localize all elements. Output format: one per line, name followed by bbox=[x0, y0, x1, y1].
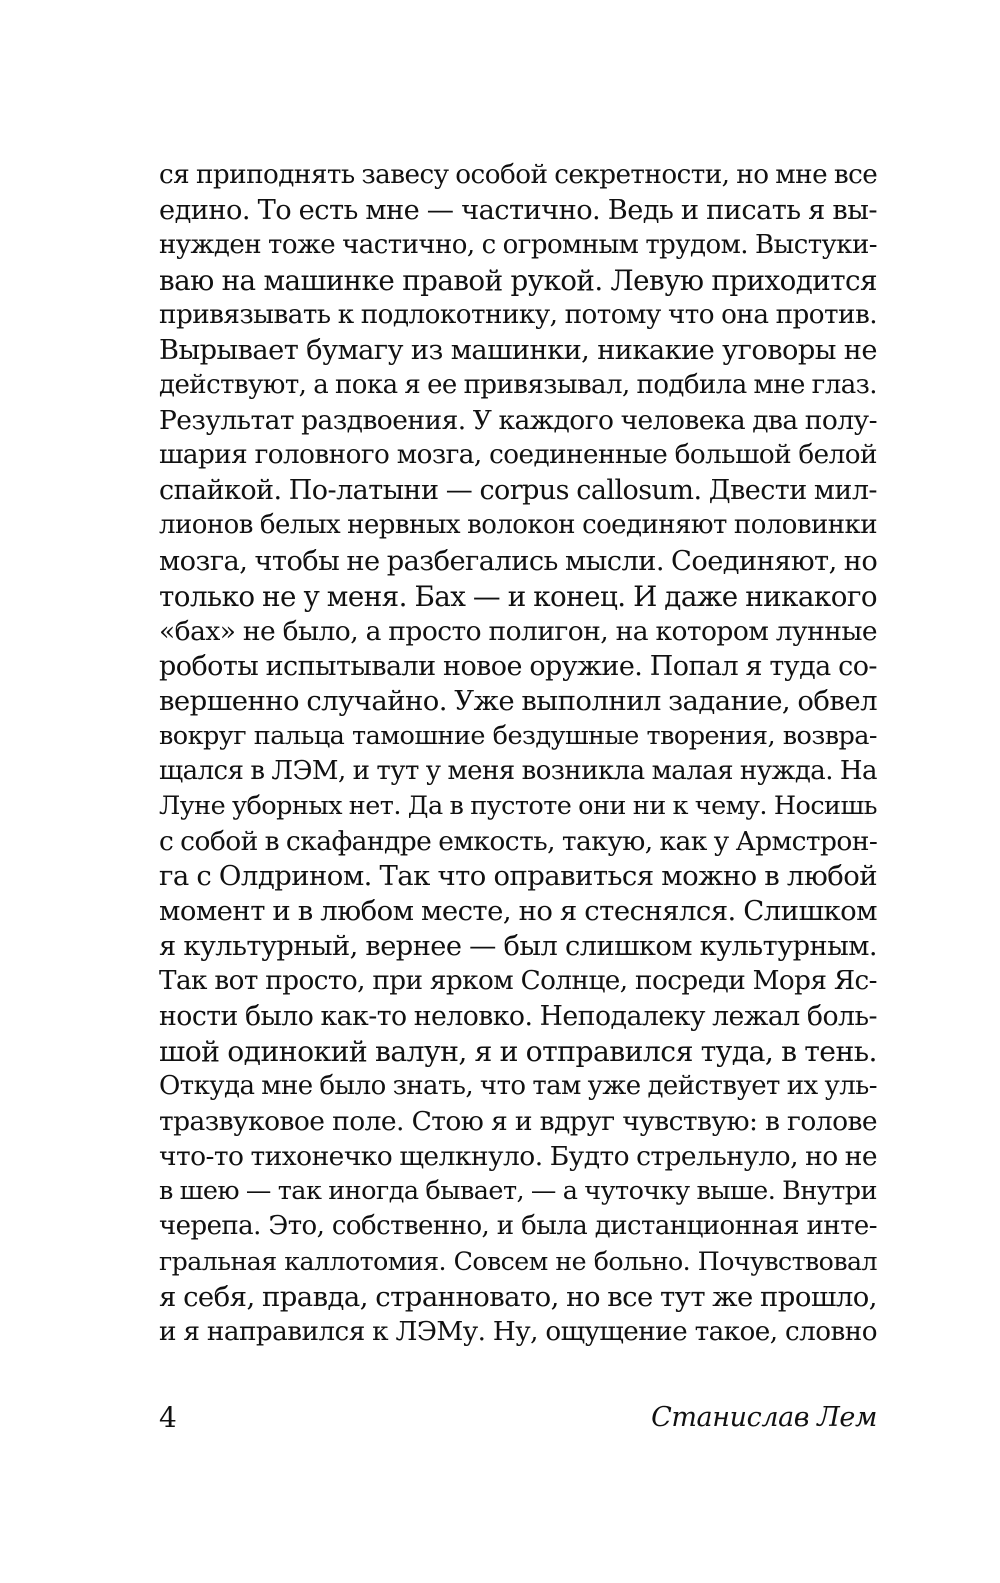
running-head-author: Станислав Лем bbox=[651, 1402, 877, 1433]
text-line-5: привязывать к подлокотнику, потому что она против. bbox=[159, 300, 877, 331]
text-line-32: гральная каллотомия. Совсем не больно. Почувствовал bbox=[159, 1247, 877, 1277]
page-footer bbox=[159, 1400, 877, 1440]
text-line-34: и я направился к ЛЭМу. Ну, ощущение такое, словно bbox=[159, 1316, 877, 1347]
text-line-26: шой одинокий валун, я и отправился туда, в тень. bbox=[159, 1035, 877, 1069]
text-line-3: нужден тоже частично, с огромным трудом. Выстуки- bbox=[159, 230, 877, 261]
text-line-30: в шею — так иногда бывает, — а чуточку выше. Внутри bbox=[159, 1176, 877, 1207]
text-line-33: я себя, правда, странновато, но все тут же прошло, bbox=[159, 1280, 877, 1313]
text-line-17: вокруг пальца тамошние бездушные творения, возвра- bbox=[159, 720, 877, 751]
text-line-1: ся приподнять завесу особой секретности, но мне все bbox=[159, 160, 878, 190]
text-line-11: лионов белых нервных волокон соединяют половинки bbox=[159, 510, 877, 541]
text-line-14: «бах» не было, а просто полигон, на котором лунные bbox=[159, 615, 877, 647]
text-line-13: только не у меня. Бах — и конец. И даже никакого bbox=[159, 579, 877, 613]
text-line-18: щался в ЛЭМ, и тут у меня возникла малая нужда. На bbox=[159, 755, 877, 786]
body-text bbox=[159, 158, 877, 1350]
text-line-9: шария головного мозга, соединенные большой белой bbox=[159, 440, 877, 471]
text-line-10: спайкой. По-латыни — corpus callosum. Двести мил- bbox=[159, 475, 877, 507]
text-line-16: вершенно случайно. Уже выполнил задание, обвел bbox=[159, 684, 877, 717]
text-line-28: тразвуковое поле. Стою я и вдруг чувствую: в голове bbox=[159, 1106, 877, 1138]
text-line-8: Результат раздвоения. У каждого человека два полу- bbox=[159, 405, 877, 437]
text-line-2: едино. То есть мне — частично. Ведь и писать я вы- bbox=[159, 195, 877, 227]
text-line-29: что-то тихонечко щелкнуло. Будто стрельнуло, но не bbox=[159, 1141, 877, 1173]
text-line-12: мозга, чтобы не разбегались мысли. Соединяют, но bbox=[159, 545, 878, 577]
text-line-25: ности было как-то неловко. Неподалеку лежал боль- bbox=[159, 1001, 877, 1033]
text-line-27: Откуда мне было знать, что там уже действует их уль- bbox=[159, 1071, 877, 1102]
text-line-7: действуют, а пока я ее привязывал, подбила мне глаз. bbox=[159, 370, 877, 401]
text-line-31: черепа. Это, собственно, и была дистанционная инте- bbox=[159, 1211, 877, 1242]
text-line-22: момент и в любом месте, но я стеснялся. Слишком bbox=[159, 894, 877, 927]
page-number: 4 bbox=[159, 1401, 177, 1434]
text-line-23: я культурный, вернее — был слишком культурным. bbox=[159, 931, 877, 963]
text-line-15: роботы испытывали новое оружие. Попал я туда со- bbox=[159, 650, 877, 682]
text-line-6: Вырывает бумагу из машинки, никакие уговоры не bbox=[159, 335, 877, 367]
text-line-21: га с Олдрином. Так что оправиться можно в любой bbox=[159, 859, 877, 892]
text-line-4: ваю на машинке правой рукой. Левую приходится bbox=[159, 264, 877, 298]
text-line-19: Луне уборных нет. Да в пустоте они ни к чему. Носишь bbox=[159, 790, 877, 821]
text-line-20: с собой в скафандре емкость, такую, как у Армстрон- bbox=[159, 825, 878, 857]
text-line-24: Так вот просто, при ярком Солнце, посреди Моря Яс- bbox=[159, 966, 877, 997]
